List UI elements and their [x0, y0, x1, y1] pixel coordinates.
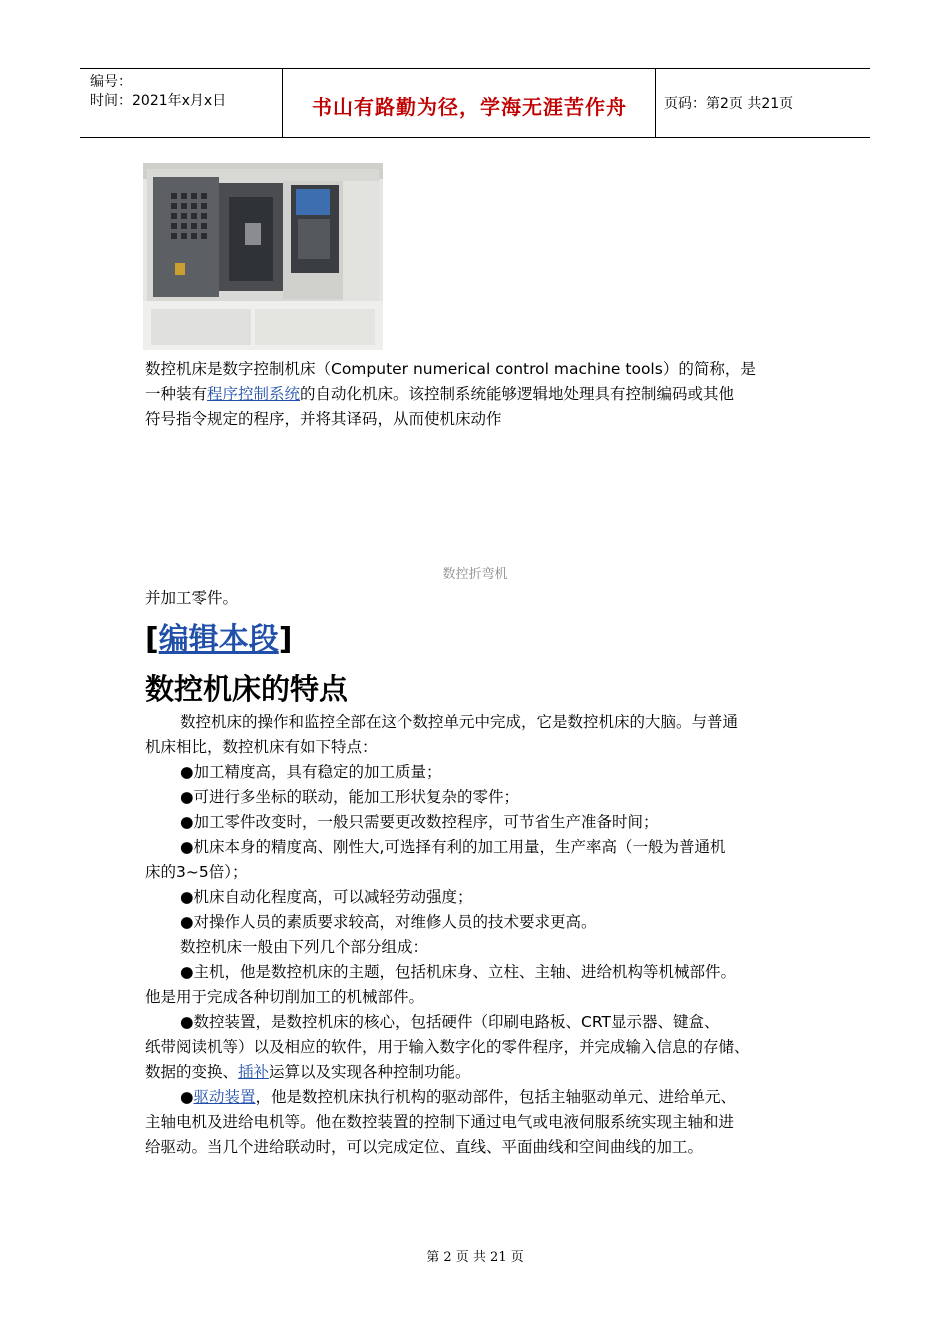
intro-tail: 并加工零件。: [145, 589, 239, 607]
intro-line: 数控机床是数字控制机床（Computer numerical control machine tools）的简称，是: [145, 360, 756, 378]
header-page-label: 页码：第2页 共21页: [664, 96, 794, 112]
text-span: ●: [180, 1088, 194, 1106]
component-item-cont: 他是用于完成各种切削加工的机械部件。: [145, 988, 425, 1006]
number-label: 编号：: [90, 74, 132, 90]
bullet-item: ●加工零件改变时，一般只需要更改数控程序，可节省生产准备时间；: [180, 813, 659, 831]
component-item-cont: 主轴电机及进给电机等。他在数控装置的控制下通过电气或电液伺服系统实现主轴和进: [145, 1113, 735, 1131]
bullet-item: ●机床本身的精度高、刚性大,可选择有利的加工用量，生产率高（一般为普通机: [180, 838, 726, 856]
component-item-cont: 给驱动。当几个进给联动时，可以完成定位、直线、平面曲线和空间曲线的加工。: [145, 1138, 704, 1156]
intro-paragraph: [145, 357, 825, 432]
body-text: [145, 710, 825, 1160]
bullet-item: ●加工精度高，具有稳定的加工质量；: [180, 763, 442, 781]
component-item-cont: [145, 1060, 825, 1085]
text-span: 的自动化机床。该控制系统能够逻辑地处理具有控制编码或其他: [300, 385, 735, 403]
paragraph-line: 数控机床一般由下列几个部分组成：: [180, 938, 429, 956]
text-span: 运算以及实现各种控制功能。: [269, 1063, 471, 1081]
bracket-close: ]: [278, 622, 293, 657]
component-item: ●数控装置，是数控机床的核心，包括硬件（印刷电路板、CRT显示器、键盒、: [180, 1013, 720, 1031]
bullet-item: ●可进行多坐标的联动，能加工形状复杂的零件；: [180, 788, 520, 806]
edit-section-link[interactable]: 编辑本段: [158, 622, 279, 657]
text-span: 数据的变换、: [145, 1063, 239, 1081]
date-line: 时间：2021年x月x日: [90, 93, 227, 109]
component-item-cont: 纸带阅读机等）以及相应的软件，用于输入数字化的零件程序，并完成输入信息的存储、: [145, 1038, 750, 1056]
bullet-item-cont: 床的3~5倍）；: [145, 863, 248, 881]
header-meta: [90, 73, 226, 111]
text-span: ，他是数控机床执行机构的驱动部件，包括主轴驱动单元、进给单元、: [255, 1088, 737, 1106]
bracket-open: [: [145, 622, 159, 657]
page-header: [80, 68, 870, 138]
component-item: ●主机，他是数控机床的主题，包括机床身、立柱、主轴、进给机构等机械部件。: [180, 963, 737, 981]
page-footer: 第 2 页 共 21 页: [426, 1250, 524, 1265]
interpolation-link[interactable]: 插补: [238, 1063, 270, 1081]
paragraph-line: 机床相比，数控机床有如下特点：: [145, 738, 378, 756]
text-span: 一种装有: [145, 385, 208, 403]
bullet-item: ●对操作人员的素质要求较高，对维修人员的技术要求更高。: [180, 913, 597, 931]
intro-line: [145, 382, 825, 407]
bullet-item: ●机床自动化程度高，可以减轻劳动强度；: [180, 888, 473, 906]
figure-caption: 数控折弯机: [442, 567, 508, 582]
cnc-machine-photo: [143, 163, 383, 350]
program-control-system-link[interactable]: 程序控制系统: [207, 385, 301, 403]
header-motto: 书山有路勤为径，学海无涯苦作舟: [312, 95, 627, 119]
section-title: 数控机床的特点: [145, 672, 349, 706]
paragraph-line: 数控机床的操作和监控全部在这个数控单元中完成，它是数控机床的大脑。与普通: [180, 713, 739, 731]
edit-section: [145, 614, 292, 658]
intro-line: 符号指令规定的程序，并将其译码，从而使机床动作: [145, 410, 502, 428]
component-item: [145, 1085, 825, 1110]
drive-device-link[interactable]: 驱动装置: [193, 1088, 256, 1106]
